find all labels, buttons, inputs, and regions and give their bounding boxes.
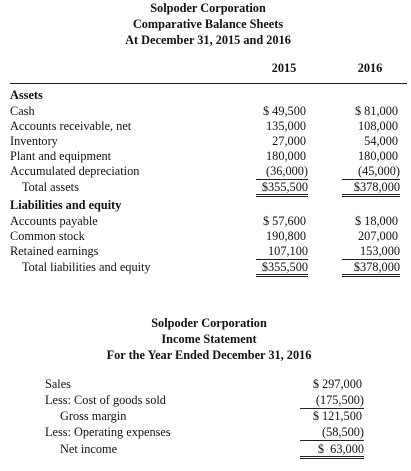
total-assets-2016: $378,000 — [342, 180, 400, 197]
assets-heading: Assets — [10, 88, 43, 102]
total-liabilities-equity-2015: $355,500 — [256, 260, 308, 277]
income-statement-date: For the Year Ended December 31, 2016 — [106, 348, 312, 362]
accumulated-depreciation-2016: (45,000) — [342, 164, 400, 180]
total-liabilities-equity-2016: $378,000 — [342, 260, 400, 277]
row-label-gross-margin: Gross margin — [60, 409, 127, 423]
common-stock-2015: 190,800 — [266, 229, 306, 243]
liabilities-equity-heading: Liabilities and equity — [10, 198, 122, 212]
sales-value: $ 297,000 — [312, 377, 362, 391]
gross-margin-value: $ 121,500 — [312, 409, 362, 423]
header-rule — [10, 83, 407, 84]
accumulated-depreciation-2015: (36,000) — [256, 164, 308, 180]
common-stock-2016: 207,000 — [358, 229, 398, 243]
row-label-total-assets: Total assets — [22, 180, 79, 194]
cost-of-goods-sold-value: (175,500) — [300, 393, 364, 409]
total-assets-2015: $355,500 — [256, 180, 308, 197]
column-header-2015: 2015 — [271, 61, 297, 75]
row-label-total-liabilities-equity: Total liabilities and equity — [22, 260, 151, 274]
row-label-sales: Sales — [45, 377, 71, 391]
inventory-2016: 54,000 — [364, 134, 398, 148]
retained-earnings-2015: 107,100 — [256, 244, 308, 260]
row-label-operating-expenses: Less: Operating expenses — [45, 425, 171, 439]
row-label-cash: Cash — [10, 104, 35, 118]
row-label-accounts-payable: Accounts payable — [10, 214, 98, 228]
balance-sheet-title: Solpoder Corporation — [150, 1, 266, 15]
accounts-receivable-2016: 108,000 — [358, 119, 398, 133]
accounts-receivable-2015: 135,000 — [266, 119, 306, 133]
row-label-accumulated-depreciation: Accumulated depreciation — [10, 164, 140, 178]
plant-equipment-2015: 180,000 — [266, 149, 306, 163]
income-statement-title: Solpoder Corporation — [151, 316, 267, 330]
cash-2016: $ 81,000 — [354, 104, 398, 118]
column-header-2016: 2016 — [357, 61, 383, 75]
income-statement-subtitle: Income Statement — [161, 332, 257, 346]
cash-2015: $ 49,500 — [262, 104, 306, 118]
row-label-common-stock: Common stock — [10, 229, 85, 243]
retained-earnings-2016: 153,000 — [342, 244, 400, 260]
row-label-plant-equipment: Plant and equipment — [10, 149, 112, 163]
balance-sheet-subtitle: Comparative Balance Sheets — [132, 17, 284, 31]
inventory-2015: 27,000 — [272, 134, 306, 148]
row-label-retained-earnings: Retained earnings — [10, 244, 99, 258]
row-label-accounts-receivable: Accounts receivable, net — [10, 119, 132, 133]
row-label-cost-of-goods-sold: Less: Cost of goods sold — [45, 393, 166, 407]
row-label-net-income: Net income — [60, 442, 118, 456]
plant-equipment-2016: 180,000 — [358, 149, 398, 163]
operating-expenses-value: (58,500) — [300, 425, 364, 441]
row-label-inventory: Inventory — [10, 134, 58, 148]
net-income-value: $ 63,000 — [300, 442, 364, 459]
accounts-payable-2015: $ 57,600 — [262, 214, 306, 228]
accounts-payable-2016: $ 18,000 — [354, 214, 398, 228]
balance-sheet-date: At December 31, 2015 and 2016 — [125, 33, 291, 47]
